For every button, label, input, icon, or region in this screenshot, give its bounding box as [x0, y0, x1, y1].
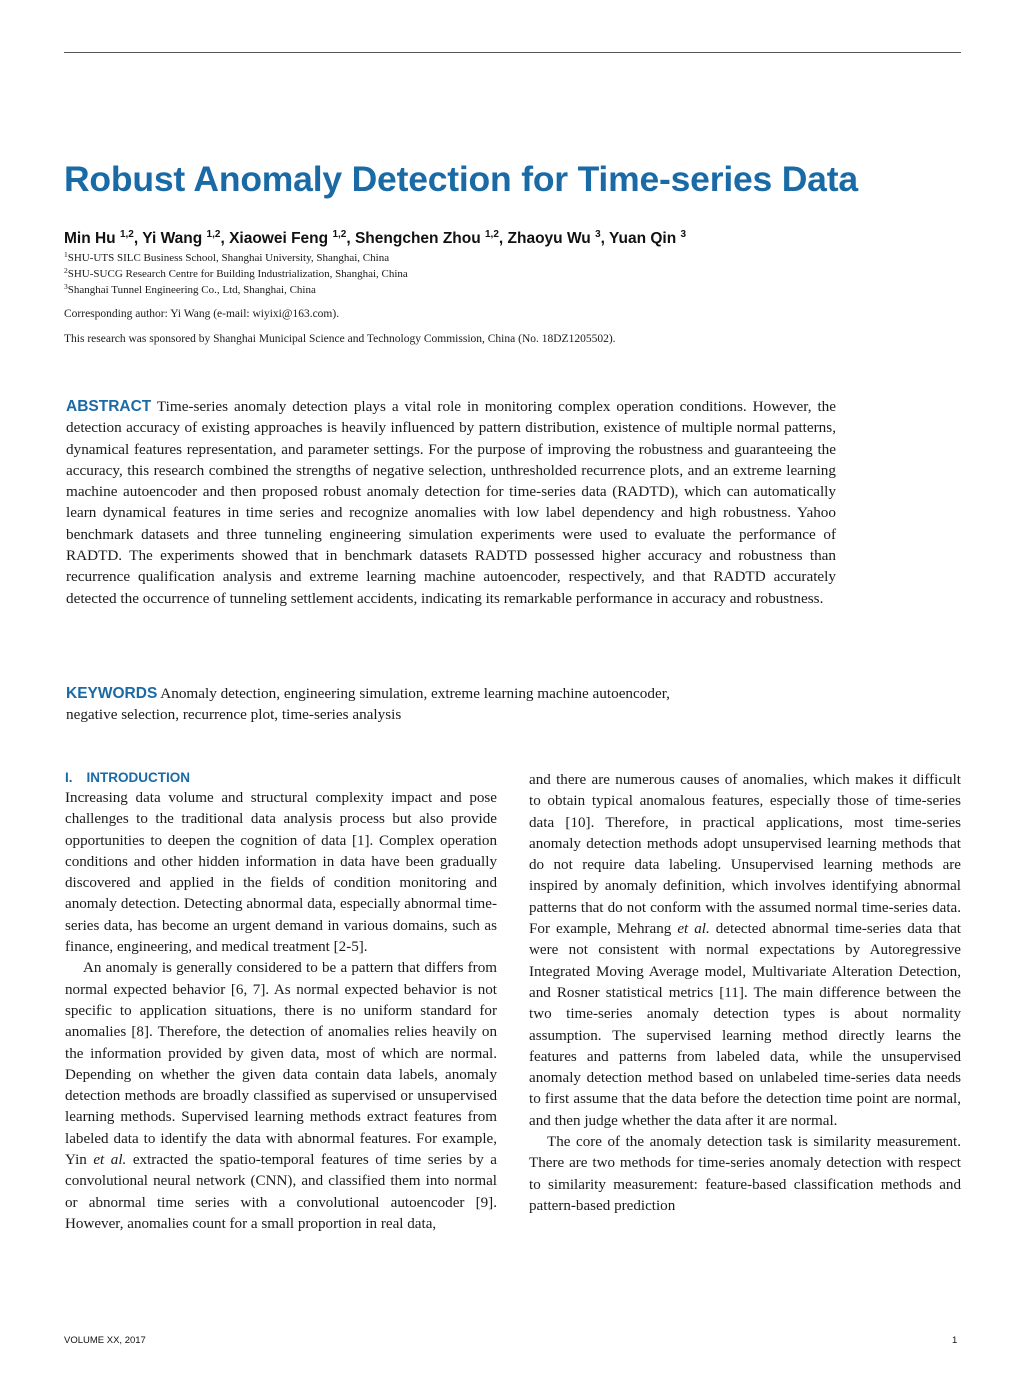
- author-name: Yuan Qin: [609, 230, 677, 247]
- author-separator: ,: [498, 230, 508, 247]
- author-affiliation-mark: 1,2: [119, 229, 134, 240]
- author-name: Xiaowei Feng: [229, 230, 329, 247]
- paper-title: Robust Anomaly Detection for Time-series Data: [64, 159, 858, 199]
- affiliation: [64, 266, 964, 282]
- affiliation-text: Shanghai Tunnel Engineering Co., Ltd, Shanghai, China: [67, 284, 316, 296]
- footer-volume: VOLUME XX, 2017: [64, 1335, 146, 1346]
- author-separator: ,: [346, 230, 355, 247]
- author-separator: ,: [600, 230, 609, 247]
- affiliation-text: SHU-SUCG Research Centre for Building Industrialization, Shanghai, China: [67, 268, 408, 280]
- affiliation-list: [64, 250, 964, 298]
- section-heading-introduction: [65, 768, 497, 788]
- keywords: [66, 683, 836, 725]
- keywords-label: KEYWORDS: [66, 685, 158, 702]
- header-rule: [64, 52, 961, 53]
- column-left: [65, 768, 497, 1235]
- abstract: [66, 396, 836, 609]
- et-al: et al.: [93, 1152, 127, 1169]
- affiliation-mark: 2: [64, 266, 68, 275]
- paragraph-text: An anomaly is generally considered to be a pattern that differs from normal expected behavior [6, 7]. As normal expected behavior is not specific to application situations, there is no uniform standard for anomalies [8]. Therefore, the detection of anomalies relies heavily on the information provided by given data, most of which are normal. Depending on whether the given data contain data labels, anomaly detection methods are broadly classified as supervised or unsupervised learning methods. Supervised learning methods extract features from labeled data to identify the data with abnormal features. For example, Yin: [65, 960, 497, 1169]
- keywords-line-2: negative selection, recurrence plot, time-series analysis: [66, 706, 402, 723]
- section-title: INTRODUCTION: [86, 770, 191, 785]
- author-affiliation-mark: 3: [680, 229, 687, 240]
- author-separator: ,: [220, 230, 230, 247]
- funding-note: This research was sponsored by Shanghai Municipal Science and Technology Commission, China (No. 18DZ1205502).: [64, 333, 616, 345]
- paragraph-text: detected abnormal time-series data that were not consistent with normal expectations by Autoregressive Integrated Moving Average model, Multivariate Alteration Detection, and Rosner statistical metrics [11]. The main difference between the two time-series anomaly detection types is about normality assumption. The supervised learning method directly learns the features and patterns from labeled data, while the unsupervised anomaly detection method based on unlabeled time-series data needs to first assume that the data before the detection time point are normal, and then judge whether the data after it are normal.: [529, 921, 961, 1129]
- corresponding-author: Corresponding author: Yi Wang (e-mail: wiyixi@163.com).: [64, 308, 340, 320]
- abstract-label: ABSTRACT: [66, 398, 152, 415]
- author-name: Zhaoyu Wu: [507, 230, 591, 247]
- author-name: Yi Wang: [142, 230, 203, 247]
- paragraph: [65, 958, 497, 1235]
- author-list: [64, 229, 964, 249]
- paragraph-text: extracted the spatio-temporal features of time series by a convolutional neural network (CNN), and classified them into normal or abnormal time series with a convolutional autoencoder [9]. However, anomalies count for a small proportion in real data,: [65, 1152, 497, 1232]
- author-separator: ,: [133, 230, 143, 247]
- paragraph: Increasing data volume and structural complexity impact and pose challenges to the traditional data analysis process but also provide opportunities to deepen the cognition of data [1]. Complex operation conditions and other hidden information in data have been gradually discovered and applied in the fields of condition monitoring and anomaly detection. Detecting abnormal data, especially abnormal time-series data, has become an urgent demand in various domains, such as finance, engineering, and medical treatment [2-5].: [65, 790, 497, 956]
- author-name: Min Hu: [64, 230, 116, 247]
- et-al: et al.: [677, 921, 710, 938]
- affiliation-mark: 3: [64, 282, 68, 291]
- affiliation: [64, 250, 964, 266]
- author-name: Shengchen Zhou: [354, 230, 481, 247]
- abstract-text: Time-series anomaly detection plays a vital role in monitoring complex operation conditions. However, the detection accuracy of existing approaches is heavily influenced by pattern distribution, existence of multiple normal patterns, dynamical features representation, and parameter settings. For the purpose of improving the robustness and guaranteeing the accuracy, this research combined the strengths of negative selection, unthresholded recurrence plots, and an extreme learning machine autoencoder and then proposed robust anomaly detection for time-series data (RADTD), which can automatically learn dynamical features in time series and recognize anomalies with low label dependency and high robustness. Yahoo benchmark datasets and three tunneling engineering simulation experiments were used to evaluate the performance of RADTD. The experiments showed that in benchmark datasets RADTD possessed higher accuracy and robustness than recurrence qualification analysis and extreme learning machine autoencoder, respectively, and that RADTD accurately detected the occurrence of tunneling settlement accidents, indicating its remarkable performance in accuracy and robustness.: [66, 398, 836, 607]
- paragraph: The core of the anomaly detection task is similarity measurement. There are two methods for time-series anomaly detection with respect to similarity measurement: feature-based classification methods and pattern-based prediction: [529, 1134, 961, 1214]
- affiliation: [64, 282, 964, 298]
- section-number: I.: [65, 770, 73, 785]
- affiliation-text: SHU-UTS SILC Business School, Shanghai University, Shanghai, China: [67, 252, 390, 264]
- paragraph: [529, 770, 961, 1132]
- paragraph-text: and there are numerous causes of anomalies, which makes it difficult to obtain typical anomalous features, especially those of time-series data [10]. Therefore, in practical applications, most time-series anomaly detection methods adopt unsupervised learning methods that do not require data labeling. Unsupervised learning methods are inspired by anomaly definition, which involves identifying abnormal patterns that do not conform with the assumed normal time-series data. For example, Mehrang: [529, 772, 961, 938]
- column-right: [529, 770, 961, 1217]
- keywords-line-1: Anomaly detection, engineering simulation, extreme learning machine autoencoder,: [160, 685, 670, 702]
- affiliation-mark: 1: [64, 250, 68, 259]
- author-affiliation-mark: 1,2: [206, 229, 221, 240]
- page-number: 1: [952, 1335, 958, 1346]
- author-affiliation-mark: 1,2: [485, 229, 499, 240]
- author-affiliation-mark: 3: [595, 229, 601, 240]
- author-affiliation-mark: 1,2: [332, 229, 347, 240]
